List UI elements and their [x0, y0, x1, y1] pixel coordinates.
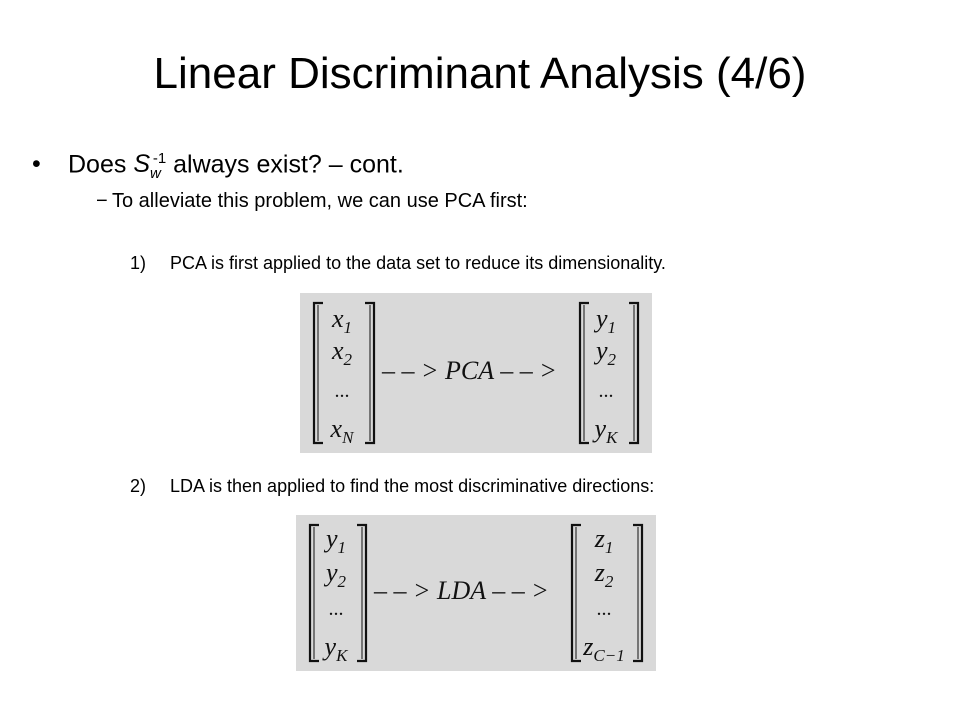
left-matrix-entry-1: $x_1$ — [331, 304, 353, 337]
step-2 — [130, 474, 654, 498]
right-matrix-entry-1: $y_1$ — [595, 304, 617, 337]
mapping-operator: – – > PCA – – > — [382, 356, 557, 385]
left-matrix-entry-2: $y_2$ — [325, 558, 347, 591]
step-2-text: LDA is then applied to find the most discriminative directions: — [170, 476, 655, 496]
right-matrix-entry-3: ... — [598, 380, 614, 402]
slide-title: Linear Discriminant Analysis (4/6) — [153, 49, 807, 98]
sub-bullet-text: To alleviate this problem, we can use PCA first: — [112, 190, 528, 212]
right-matrix-entry-2: $z_2$ — [594, 558, 614, 591]
step-2-number: 2) — [130, 476, 147, 496]
step-1-text: PCA is first applied to the data set to reduce its dimensionality. — [170, 253, 666, 273]
right-matrix-entry-3: ... — [596, 598, 612, 620]
left-matrix-entry-3: ... — [334, 380, 350, 402]
bullet-suffix: always exist? – cont. — [166, 150, 404, 179]
left-matrix-entry-3: ... — [328, 598, 344, 620]
right-matrix-entry-4: $z_{C-1}$ — [583, 632, 625, 665]
sub-bullet — [96, 187, 528, 215]
bullet-prefix: Does — [68, 150, 134, 179]
mapping-operator: – – > LDA – – > — [374, 576, 549, 605]
step-1 — [130, 251, 666, 275]
right-matrix-entry-1: $z_1$ — [594, 524, 614, 557]
bullet-subscript: w — [150, 165, 161, 183]
bullet-marker: • — [32, 150, 41, 179]
main-bullet — [32, 142, 404, 191]
sub-bullet-marker: − — [96, 190, 108, 212]
left-matrix-entry-4: $x_N$ — [330, 414, 354, 447]
left-matrix-entry-2: $x_2$ — [331, 336, 353, 369]
pca-equation — [300, 293, 652, 453]
bullet-superscript: -1 — [152, 150, 167, 167]
right-matrix-entry-4: $y_K$ — [594, 414, 618, 447]
pca-equation-figure — [300, 293, 652, 453]
bullet-symbol: $S_w^{-1}$ — [133, 150, 167, 183]
left-matrix-entry-1: $y_1$ — [325, 524, 347, 557]
lda-equation — [296, 515, 656, 671]
left-matrix-entry-4: $y_K$ — [324, 632, 348, 665]
step-1-number: 1) — [130, 253, 147, 273]
right-matrix-entry-2: $y_2$ — [595, 336, 617, 369]
lda-equation-figure — [296, 515, 656, 671]
